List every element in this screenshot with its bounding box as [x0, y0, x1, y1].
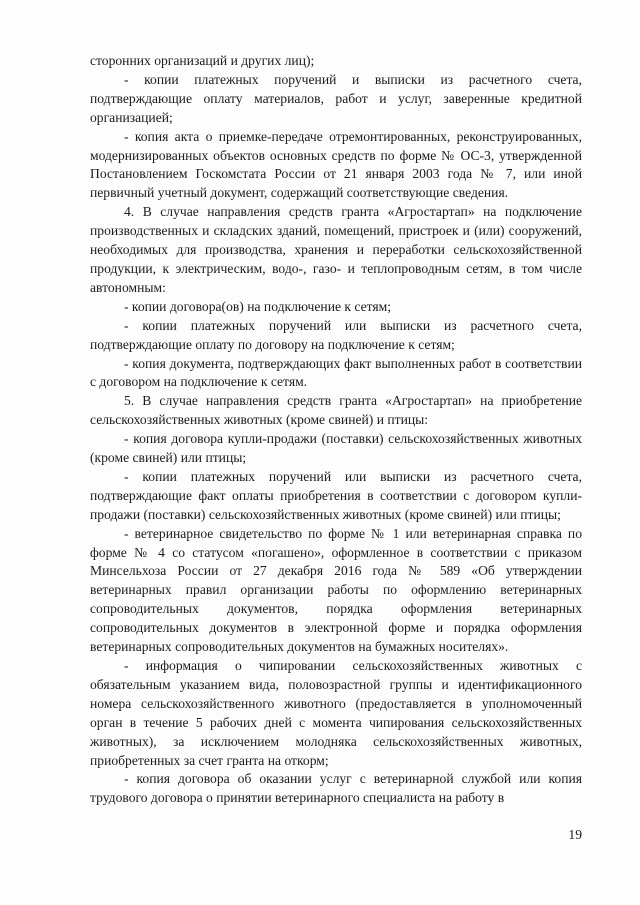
paragraph-sale-contract: - копия договора купли-продажи (поставки) сельскохозяйственных животных (кроме свиней) или птицы; — [90, 431, 582, 466]
paragraph-item-5: 5. В случае направления средств гранта «Агростартап» на приобретение сельскохозяйственных животных (кроме свиней) и птицы: — [90, 393, 582, 428]
paragraph-connection-works: - копия документа, подтверждающих факт выполненных работ в соответствии с договором на подключение к сетям. — [90, 355, 582, 390]
paragraph-chipping-info: - информация о чипировании сельскохозяйственных животных с обязательным указанием вида, половозрастной группы и идентификационного номера сельскохозяйственного животного (предоставляется в уполномоченный орган в течение 5 рабочих дней с момента чипирования сельскохозяйственных животных), за исключением молодняка сельскохозяйственных животных, приобретенных за счет гранта на откорм; — [90, 658, 582, 768]
paragraph-continuation: сторонних организаций и других лиц); — [90, 53, 315, 68]
paragraph-item-4: 4. В случае направления средств гранта «Агростартап» на подключение производственных и складских зданий, помещений, пристроек и (или) сооружений, необходимых для производства, хранения и переработки сельскохозяйственной продукции, к электрическим, водо-, газо- и теплопроводным сетям, в том числе автономным: — [90, 204, 582, 295]
document-body — [90, 52, 582, 808]
paragraph-os3-act: - копия акта о приемке-передаче отремонтированных, реконструированных, модернизированных объектов основных средств по форме № ОС-3, утвержденной Постановлением Госкомстата России от 21 января 2003 года № 7, или иной первичный учетный документ, содержащий соответствующие сведения. — [90, 128, 582, 201]
paragraph-vet-service-contract: - копия договора об оказании услуг с ветеринарной службой или копия трудового договора о принятии ветеринарного специалиста на работу в — [90, 771, 582, 806]
paragraph-connection-payments: - копии платежных поручений или выписки из расчетного счета, подтверждающие оплату по договору на подключение к сетям; — [90, 317, 582, 352]
paragraph-connection-contracts: - копии договора(ов) на подключение к сетям; — [124, 298, 392, 314]
paragraph-vet-certificate: - ветеринарное свидетельство по форме № 1 или ветеринарная справка по форме № 4 со статусом «погашено», оформленное в соответствии с приказом Минсельхоза России от 27 декабря 2016 года № 589 «Об утверждении ветеринарных правил организации работы по оформлению ветеринарных сопроводительных документов, порядка оформления ветеринарных сопроводительных документов в электронной форме и порядка оформления ветеринарных сопроводительных документов на бумажных носителях». — [90, 525, 582, 655]
paragraph-payment-orders: - копии платежных поручений и выписки из расчетного счета, подтверждающие оплату материалов, работ и услуг, заверенные кредитной организацией; — [90, 71, 582, 125]
paragraph-animal-payments: - копии платежных поручений или выписки из расчетного счета, подтверждающие факт оплаты приобретения в соответствии с договором купли-продажи (поставки) сельскохозяйственных животных (кроме свиней) или птицы; — [90, 468, 582, 522]
page-number: 19 — [568, 827, 582, 842]
